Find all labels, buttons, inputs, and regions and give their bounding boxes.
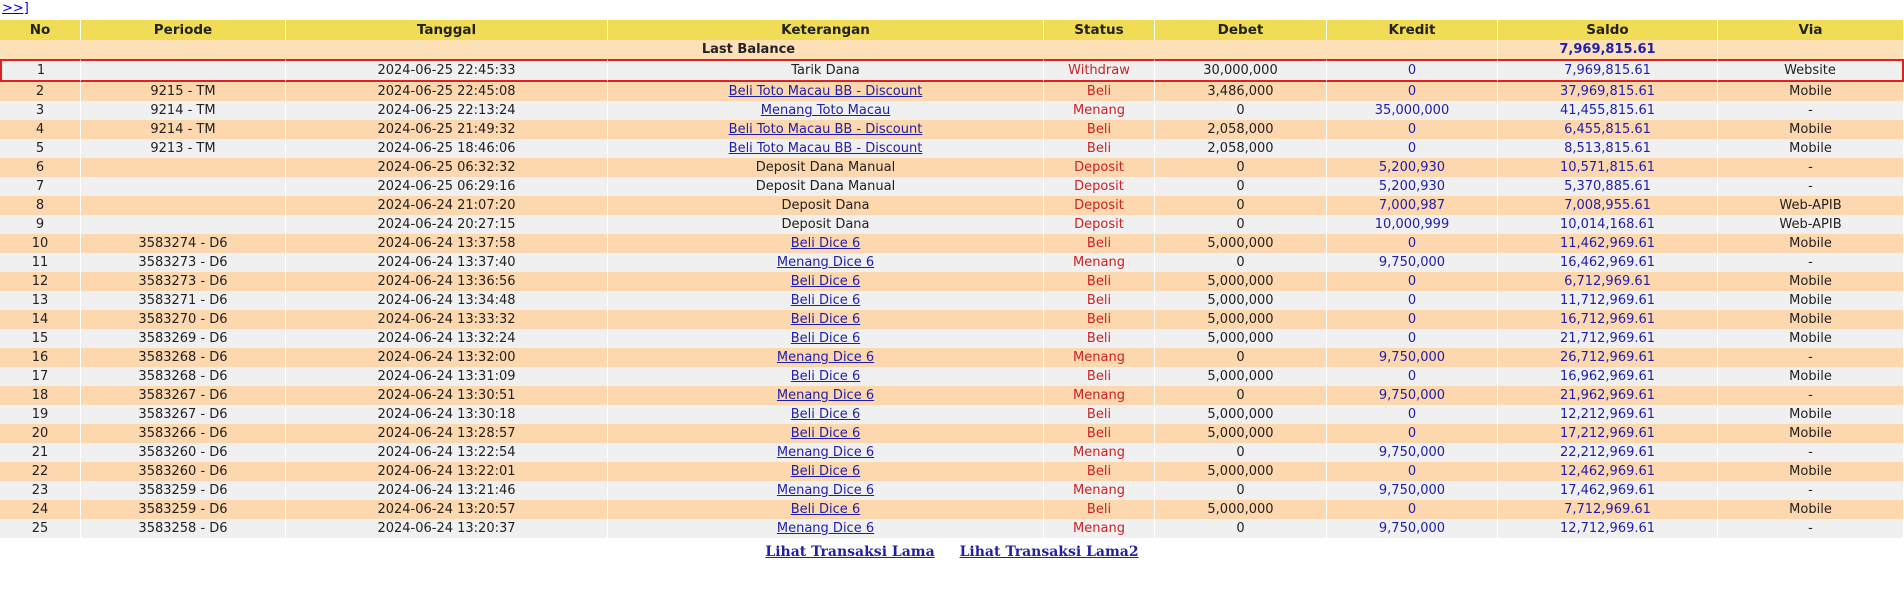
cell-tanggal: 2024-06-25 22:45:33 (286, 59, 608, 82)
cell-status: Beli (1044, 329, 1155, 348)
table-row (0, 329, 1904, 348)
table-row (0, 158, 1904, 177)
cell-no: 14 (0, 310, 81, 329)
cell-status: Deposit (1044, 215, 1155, 234)
cell-kredit: 0 (1327, 424, 1498, 443)
cell-keterangan (608, 139, 1044, 158)
cell-debet: 0 (1155, 348, 1327, 367)
cell-status: Menang (1044, 519, 1155, 538)
keterangan-link[interactable]: Menang Dice 6 (776, 388, 875, 403)
keterangan-link[interactable]: Beli Dice 6 (790, 312, 861, 327)
cell-debet: 0 (1155, 196, 1327, 215)
cell-status: Menang (1044, 348, 1155, 367)
col-header-no: No (0, 20, 81, 40)
cell-debet: 0 (1155, 101, 1327, 120)
cell-kredit: 0 (1327, 291, 1498, 310)
cell-status: Beli (1044, 120, 1155, 139)
cell-status: Beli (1044, 272, 1155, 291)
cell-saldo: 26,712,969.61 (1498, 348, 1718, 367)
cell-tanggal: 2024-06-24 13:36:56 (286, 272, 608, 291)
keterangan-link[interactable]: Menang Toto Macau (760, 103, 891, 118)
cell-via: Mobile (1718, 500, 1904, 519)
cell-no: 21 (0, 443, 81, 462)
cell-no: 4 (0, 120, 81, 139)
cell-tanggal: 2024-06-24 13:30:51 (286, 386, 608, 405)
cell-tanggal: 2024-06-24 13:33:32 (286, 310, 608, 329)
cell-saldo: 12,212,969.61 (1498, 405, 1718, 424)
cell-tanggal: 2024-06-24 13:30:18 (286, 405, 608, 424)
col-header-kredit: Kredit (1327, 20, 1498, 40)
cell-via: Web-APIB (1718, 196, 1904, 215)
cell-keterangan (608, 291, 1044, 310)
cell-periode: 3583260 - D6 (81, 462, 286, 481)
cell-periode: 3583274 - D6 (81, 234, 286, 253)
cell-keterangan (608, 519, 1044, 538)
cell-saldo: 22,212,969.61 (1498, 443, 1718, 462)
cell-keterangan (608, 101, 1044, 120)
cell-tanggal: 2024-06-24 13:32:00 (286, 348, 608, 367)
cell-saldo: 41,455,815.61 (1498, 101, 1718, 120)
cell-status: Beli (1044, 367, 1155, 386)
keterangan-link[interactable]: Menang Dice 6 (776, 255, 875, 270)
keterangan-link[interactable]: Beli Dice 6 (790, 293, 861, 308)
cell-kredit: 0 (1327, 405, 1498, 424)
cell-keterangan (608, 386, 1044, 405)
cell-kredit: 10,000,999 (1327, 215, 1498, 234)
cell-via: - (1718, 101, 1904, 120)
cell-periode: 3583273 - D6 (81, 272, 286, 291)
cell-periode: 3583269 - D6 (81, 329, 286, 348)
table-row (0, 367, 1904, 386)
table-row (0, 139, 1904, 158)
keterangan-text: Deposit Dana Manual (755, 179, 896, 194)
cell-no: 12 (0, 272, 81, 291)
cell-no: 5 (0, 139, 81, 158)
cell-keterangan (608, 234, 1044, 253)
cell-saldo: 17,212,969.61 (1498, 424, 1718, 443)
cell-tanggal: 2024-06-24 13:32:24 (286, 329, 608, 348)
cell-status: Deposit (1044, 196, 1155, 215)
cell-debet: 5,000,000 (1155, 234, 1327, 253)
cell-no: 7 (0, 177, 81, 196)
cell-kredit: 0 (1327, 59, 1498, 82)
cell-via: Website (1718, 59, 1904, 82)
cell-tanggal: 2024-06-24 13:21:46 (286, 481, 608, 500)
keterangan-link[interactable]: Menang Dice 6 (776, 521, 875, 536)
cell-status: Beli (1044, 500, 1155, 519)
last-balance-via (1718, 40, 1904, 59)
table-row (0, 120, 1904, 139)
cell-tanggal: 2024-06-24 13:28:57 (286, 424, 608, 443)
next-page-link[interactable]: >>] (2, 1, 29, 16)
col-header-saldo: Saldo (1498, 20, 1718, 40)
cell-periode: 3583259 - D6 (81, 481, 286, 500)
cell-debet: 2,058,000 (1155, 139, 1327, 158)
keterangan-link[interactable]: Beli Dice 6 (790, 369, 861, 384)
cell-periode: 3583260 - D6 (81, 443, 286, 462)
cell-keterangan (608, 405, 1044, 424)
cell-no: 19 (0, 405, 81, 424)
cell-no: 10 (0, 234, 81, 253)
keterangan-text: Deposit Dana (781, 198, 870, 213)
cell-tanggal: 2024-06-25 21:49:32 (286, 120, 608, 139)
cell-saldo: 7,712,969.61 (1498, 500, 1718, 519)
cell-saldo: 16,712,969.61 (1498, 310, 1718, 329)
table-row (0, 253, 1904, 272)
cell-debet: 3,486,000 (1155, 82, 1327, 101)
cell-via: - (1718, 519, 1904, 538)
cell-no: 24 (0, 500, 81, 519)
cell-tanggal: 2024-06-24 13:31:09 (286, 367, 608, 386)
cell-debet: 0 (1155, 215, 1327, 234)
table-row (0, 405, 1904, 424)
cell-kredit: 5,200,930 (1327, 158, 1498, 177)
cell-kredit: 0 (1327, 310, 1498, 329)
cell-saldo: 37,969,815.61 (1498, 82, 1718, 101)
cell-saldo: 16,962,969.61 (1498, 367, 1718, 386)
cell-no: 11 (0, 253, 81, 272)
table-row (0, 196, 1904, 215)
cell-periode: 3583268 - D6 (81, 348, 286, 367)
keterangan-link[interactable]: Menang Dice 6 (776, 350, 875, 365)
cell-no: 8 (0, 196, 81, 215)
cell-status: Withdraw (1044, 59, 1155, 82)
cell-status: Beli (1044, 234, 1155, 253)
table-row (0, 519, 1904, 538)
cell-saldo: 7,969,815.61 (1498, 59, 1718, 82)
cell-status: Beli (1044, 291, 1155, 310)
cell-tanggal: 2024-06-24 13:20:57 (286, 500, 608, 519)
cell-saldo: 6,712,969.61 (1498, 272, 1718, 291)
cell-no: 20 (0, 424, 81, 443)
cell-debet: 5,000,000 (1155, 424, 1327, 443)
cell-kredit: 7,000,987 (1327, 196, 1498, 215)
cell-no: 1 (0, 59, 81, 82)
cell-status: Menang (1044, 386, 1155, 405)
cell-keterangan (608, 177, 1044, 196)
cell-kredit: 0 (1327, 272, 1498, 291)
cell-tanggal: 2024-06-24 13:20:37 (286, 519, 608, 538)
cell-via: - (1718, 253, 1904, 272)
cell-status: Deposit (1044, 177, 1155, 196)
table-row (0, 386, 1904, 405)
cell-via: - (1718, 348, 1904, 367)
cell-kredit: 9,750,000 (1327, 348, 1498, 367)
cell-kredit: 9,750,000 (1327, 253, 1498, 272)
cell-via: Mobile (1718, 329, 1904, 348)
cell-kredit: 0 (1327, 462, 1498, 481)
cell-saldo: 11,462,969.61 (1498, 234, 1718, 253)
cell-via: Mobile (1718, 234, 1904, 253)
cell-tanggal: 2024-06-25 22:13:24 (286, 101, 608, 120)
cell-keterangan (608, 196, 1044, 215)
cell-tanggal: 2024-06-24 13:34:48 (286, 291, 608, 310)
cell-kredit: 9,750,000 (1327, 519, 1498, 538)
cell-tanggal: 2024-06-25 18:46:06 (286, 139, 608, 158)
cell-tanggal: 2024-06-25 06:29:16 (286, 177, 608, 196)
cell-no: 13 (0, 291, 81, 310)
col-header-periode: Periode (81, 20, 286, 40)
cell-saldo: 6,455,815.61 (1498, 120, 1718, 139)
cell-status: Menang (1044, 101, 1155, 120)
cell-via: Mobile (1718, 82, 1904, 101)
table-header-row (0, 20, 1904, 40)
cell-status: Beli (1044, 139, 1155, 158)
cell-status: Beli (1044, 82, 1155, 101)
keterangan-link[interactable]: Beli Dice 6 (790, 274, 861, 289)
cell-kredit: 5,200,930 (1327, 177, 1498, 196)
cell-status: Deposit (1044, 158, 1155, 177)
cell-tanggal: 2024-06-25 22:45:08 (286, 82, 608, 101)
cell-status: Beli (1044, 310, 1155, 329)
table-row (0, 291, 1904, 310)
cell-tanggal: 2024-06-24 13:22:01 (286, 462, 608, 481)
table-row (0, 272, 1904, 291)
table-row (0, 443, 1904, 462)
cell-debet: 5,000,000 (1155, 329, 1327, 348)
cell-periode (81, 196, 286, 215)
cell-periode (81, 177, 286, 196)
cell-keterangan (608, 481, 1044, 500)
cell-saldo: 5,370,885.61 (1498, 177, 1718, 196)
cell-keterangan (608, 253, 1044, 272)
cell-no: 22 (0, 462, 81, 481)
table-row (0, 59, 1904, 82)
keterangan-text: Deposit Dana Manual (755, 160, 896, 175)
transaction-table (0, 20, 1904, 538)
cell-debet: 0 (1155, 443, 1327, 462)
cell-keterangan (608, 462, 1044, 481)
col-header-debet: Debet (1155, 20, 1327, 40)
table-row (0, 500, 1904, 519)
keterangan-text: Deposit Dana (781, 217, 870, 232)
cell-keterangan (608, 443, 1044, 462)
cell-keterangan (608, 367, 1044, 386)
cell-periode: 3583271 - D6 (81, 291, 286, 310)
cell-no: 18 (0, 386, 81, 405)
cell-debet: 30,000,000 (1155, 59, 1327, 82)
cell-periode (81, 158, 286, 177)
cell-keterangan (608, 310, 1044, 329)
cell-keterangan (608, 120, 1044, 139)
cell-saldo: 11,712,969.61 (1498, 291, 1718, 310)
last-balance-value: 7,969,815.61 (1498, 40, 1718, 59)
table-row (0, 348, 1904, 367)
cell-kredit: 0 (1327, 500, 1498, 519)
cell-via: Mobile (1718, 424, 1904, 443)
last-balance-label: Last Balance (0, 40, 1498, 59)
col-header-keterangan: Keterangan (608, 20, 1044, 40)
cell-periode: 3583270 - D6 (81, 310, 286, 329)
cell-via: - (1718, 481, 1904, 500)
cell-debet: 0 (1155, 253, 1327, 272)
cell-via: Web-APIB (1718, 215, 1904, 234)
table-row (0, 310, 1904, 329)
cell-saldo: 8,513,815.61 (1498, 139, 1718, 158)
cell-via: Mobile (1718, 272, 1904, 291)
cell-debet: 0 (1155, 158, 1327, 177)
cell-saldo: 10,014,168.61 (1498, 215, 1718, 234)
cell-keterangan (608, 424, 1044, 443)
table-row (0, 462, 1904, 481)
cell-tanggal: 2024-06-25 06:32:32 (286, 158, 608, 177)
cell-tanggal: 2024-06-24 20:27:15 (286, 215, 608, 234)
cell-debet: 5,000,000 (1155, 291, 1327, 310)
keterangan-link[interactable]: Beli Dice 6 (790, 464, 861, 479)
cell-keterangan (608, 500, 1044, 519)
keterangan-link[interactable]: Beli Dice 6 (790, 236, 861, 251)
cell-debet: 5,000,000 (1155, 462, 1327, 481)
cell-tanggal: 2024-06-24 13:37:58 (286, 234, 608, 253)
cell-no: 6 (0, 158, 81, 177)
cell-via: Mobile (1718, 405, 1904, 424)
cell-via: Mobile (1718, 120, 1904, 139)
cell-periode: 9214 - TM (81, 120, 286, 139)
cell-kredit: 0 (1327, 139, 1498, 158)
cell-kredit: 0 (1327, 120, 1498, 139)
cell-keterangan (608, 59, 1044, 82)
cell-keterangan (608, 158, 1044, 177)
cell-keterangan (608, 215, 1044, 234)
cell-no: 17 (0, 367, 81, 386)
keterangan-link[interactable]: Beli Toto Macau BB - Discount (728, 141, 923, 156)
keterangan-link[interactable]: Menang Dice 6 (776, 445, 875, 460)
cell-saldo: 12,712,969.61 (1498, 519, 1718, 538)
cell-debet: 5,000,000 (1155, 272, 1327, 291)
cell-via: - (1718, 158, 1904, 177)
cell-periode: 3583268 - D6 (81, 367, 286, 386)
old-transactions-2-link[interactable]: Lihat Transaksi Lama2 (959, 544, 1139, 560)
cell-debet: 0 (1155, 177, 1327, 196)
cell-kredit: 35,000,000 (1327, 101, 1498, 120)
cell-via: Mobile (1718, 139, 1904, 158)
cell-debet: 0 (1155, 386, 1327, 405)
cell-keterangan (608, 348, 1044, 367)
cell-debet: 0 (1155, 519, 1327, 538)
cell-kredit: 9,750,000 (1327, 386, 1498, 405)
top-nav (0, 0, 1904, 20)
table-row (0, 82, 1904, 101)
cell-periode: 3583266 - D6 (81, 424, 286, 443)
table-row (0, 101, 1904, 120)
cell-status: Menang (1044, 443, 1155, 462)
table-row (0, 234, 1904, 253)
cell-kredit: 9,750,000 (1327, 443, 1498, 462)
keterangan-link[interactable]: Beli Dice 6 (790, 407, 861, 422)
cell-status: Beli (1044, 462, 1155, 481)
cell-debet: 5,000,000 (1155, 405, 1327, 424)
table-row (0, 424, 1904, 443)
cell-status: Menang (1044, 253, 1155, 272)
cell-tanggal: 2024-06-24 13:22:54 (286, 443, 608, 462)
cell-via: - (1718, 177, 1904, 196)
cell-via: Mobile (1718, 291, 1904, 310)
cell-saldo: 10,571,815.61 (1498, 158, 1718, 177)
cell-kredit: 0 (1327, 82, 1498, 101)
cell-via: Mobile (1718, 367, 1904, 386)
keterangan-link[interactable]: Menang Dice 6 (776, 483, 875, 498)
keterangan-link[interactable]: Beli Dice 6 (790, 331, 861, 346)
cell-no: 25 (0, 519, 81, 538)
cell-debet: 0 (1155, 481, 1327, 500)
last-balance-row (0, 40, 1904, 59)
cell-status: Beli (1044, 405, 1155, 424)
cell-debet: 2,058,000 (1155, 120, 1327, 139)
cell-keterangan (608, 329, 1044, 348)
cell-tanggal: 2024-06-24 13:37:40 (286, 253, 608, 272)
cell-debet: 5,000,000 (1155, 500, 1327, 519)
cell-saldo: 21,712,969.61 (1498, 329, 1718, 348)
keterangan-link[interactable]: Beli Dice 6 (790, 502, 861, 517)
footer-links (0, 544, 1904, 560)
cell-saldo: 12,462,969.61 (1498, 462, 1718, 481)
keterangan-text: Tarik Dana (791, 63, 860, 78)
cell-periode: 9214 - TM (81, 101, 286, 120)
keterangan-link[interactable]: Beli Toto Macau BB - Discount (728, 122, 923, 137)
cell-periode: 3583273 - D6 (81, 253, 286, 272)
table-row (0, 215, 1904, 234)
cell-kredit: 0 (1327, 234, 1498, 253)
cell-status: Beli (1044, 424, 1155, 443)
cell-kredit: 0 (1327, 329, 1498, 348)
cell-tanggal: 2024-06-24 21:07:20 (286, 196, 608, 215)
col-header-tanggal: Tanggal (286, 20, 608, 40)
cell-periode: 3583258 - D6 (81, 519, 286, 538)
table-row (0, 481, 1904, 500)
cell-saldo: 21,962,969.61 (1498, 386, 1718, 405)
cell-kredit: 0 (1327, 367, 1498, 386)
cell-no: 2 (0, 82, 81, 101)
cell-saldo: 7,008,955.61 (1498, 196, 1718, 215)
cell-periode: 9213 - TM (81, 139, 286, 158)
keterangan-link[interactable]: Beli Toto Macau BB - Discount (728, 84, 923, 99)
table-row (0, 177, 1904, 196)
cell-via: Mobile (1718, 462, 1904, 481)
cell-saldo: 16,462,969.61 (1498, 253, 1718, 272)
cell-via: - (1718, 386, 1904, 405)
cell-no: 9 (0, 215, 81, 234)
cell-periode: 3583259 - D6 (81, 500, 286, 519)
cell-periode: 9215 - TM (81, 82, 286, 101)
col-header-via: Via (1718, 20, 1904, 40)
cell-keterangan (608, 272, 1044, 291)
cell-kredit: 9,750,000 (1327, 481, 1498, 500)
cell-no: 3 (0, 101, 81, 120)
cell-status: Menang (1044, 481, 1155, 500)
cell-periode (81, 215, 286, 234)
cell-via: - (1718, 443, 1904, 462)
cell-saldo: 17,462,969.61 (1498, 481, 1718, 500)
col-header-status: Status (1044, 20, 1155, 40)
cell-no: 16 (0, 348, 81, 367)
cell-periode: 3583267 - D6 (81, 405, 286, 424)
cell-periode: 3583267 - D6 (81, 386, 286, 405)
cell-keterangan (608, 82, 1044, 101)
cell-no: 15 (0, 329, 81, 348)
cell-periode (81, 59, 286, 82)
old-transactions-link[interactable]: Lihat Transaksi Lama (765, 544, 935, 560)
keterangan-link[interactable]: Beli Dice 6 (790, 426, 861, 441)
cell-via: Mobile (1718, 310, 1904, 329)
cell-no: 23 (0, 481, 81, 500)
cell-debet: 5,000,000 (1155, 310, 1327, 329)
cell-debet: 5,000,000 (1155, 367, 1327, 386)
